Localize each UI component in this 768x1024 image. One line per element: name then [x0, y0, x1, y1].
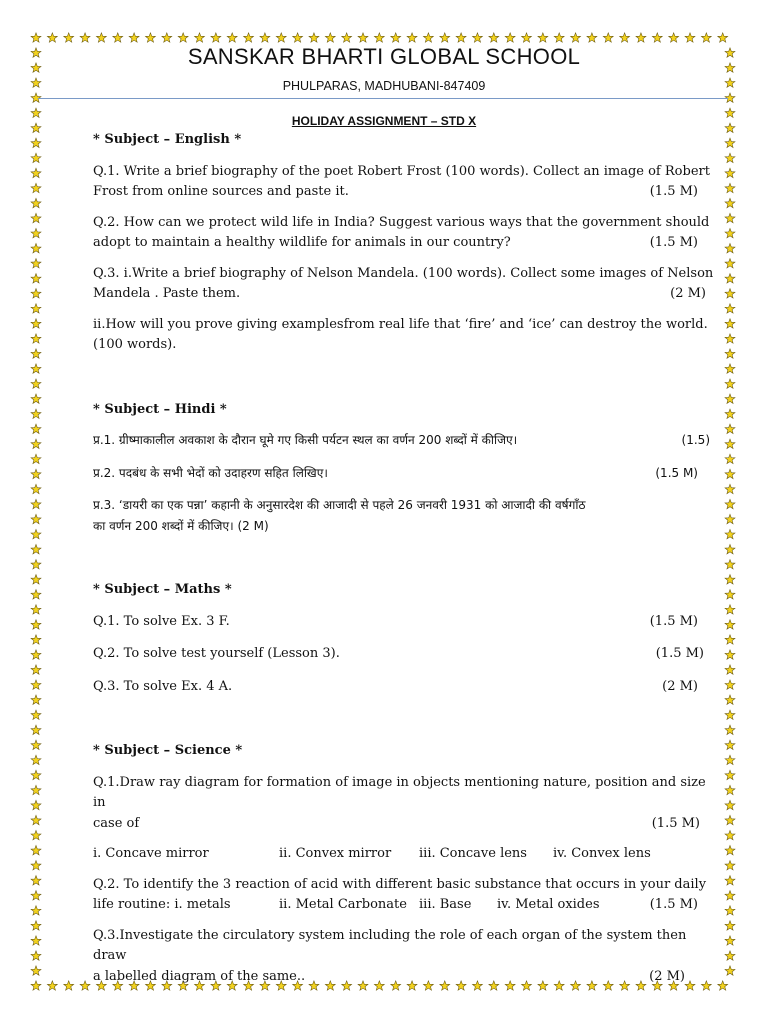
hindi-q3-line1: प्र.3. ‘डायरी का एक पन्ना’ कहानी के अनुसारदेश की आजादी से पहले 26 जनवरी 1931 को आजादी की वर्षगाँठ — [93, 498, 586, 512]
english-q1-line1: Q.1. Write a brief biography of the poet Robert Frost (100 words). Collect an image of Robert — [93, 163, 710, 179]
maths-q1-marks: (1.5 M) — [649, 613, 698, 629]
maths-q3 — [93, 677, 718, 698]
maths-q2-marks: (1.5 M) — [655, 646, 704, 661]
section-heading-hindi: * Subject – Hindi * — [93, 401, 227, 417]
english-q3-part2 — [93, 315, 718, 356]
hindi-q2-text: प्र.2. पदबंध के सभी भेदों को उदाहरण सहित लिखिए। — [93, 465, 328, 480]
hindi-q3 — [93, 495, 718, 536]
maths-q3-text: Q.3. To solve Ex. 4 A. — [93, 678, 233, 694]
science-q1-line2: case of — [93, 815, 140, 831]
hindi-q3-line2: का वर्णन 200 शब्दों में कीजिए। — [93, 518, 234, 533]
hindi-q2-marks: (1.5 M) — [655, 465, 698, 480]
science-q3 — [93, 926, 718, 988]
science-q1 — [93, 773, 718, 835]
science-q2-option: ii. Metal Carbonate — [279, 897, 407, 912]
maths-q2 — [93, 644, 718, 665]
maths-q1 — [93, 612, 718, 633]
assignment-title: HOLIDAY ASSIGNMENT – STD X — [291, 114, 477, 128]
english-q3 — [93, 264, 718, 305]
english-q3-line2: Mandela . Paste them. — [93, 286, 241, 301]
science-q2-marks: (1.5 M) — [649, 897, 698, 912]
english-q3-part2-line2: (100 words). — [93, 337, 177, 352]
assignment-content — [93, 130, 718, 987]
science-q2-line1: Q.2. To identify the 3 reaction of acid with different basic substance that occurs in your daily — [93, 876, 707, 892]
science-q1-option: ii. Convex mirror — [279, 846, 392, 861]
english-q3-part2-line1: ii.How will you prove giving examplesfrom real life that ‘fire’ and ‘ice’ can destroy the world. — [93, 316, 708, 332]
science-q1-marks: (1.5 M) — [651, 815, 700, 831]
science-q2-option: life routine: i. metals — [93, 897, 231, 912]
science-q3-line1: Q.3.Investigate the circulatory system including the role of each organ of the system then draw — [93, 927, 687, 963]
english-q2-line2: adopt to maintain a healthy wildlife for animals in our country? — [93, 235, 511, 250]
hindi-q2 — [93, 463, 718, 484]
school-address: PHULPARAS, MADHUBANI-847409 — [282, 79, 486, 93]
english-q2 — [93, 213, 718, 254]
section-heading-maths: * Subject – Maths * — [93, 582, 232, 597]
english-q2-marks: (1.5 M) — [649, 235, 698, 250]
maths-q1-text: Q.1. To solve Ex. 3 F. — [93, 613, 230, 629]
hindi-q1-text: प्र.1. ग्रीष्माकालील अवकाश के दौरान घूमे गए किसी पर्यटन स्थल का वर्णन 200 शब्दों में कीजिए। — [93, 433, 518, 447]
science-q3-marks: (2 M) — [649, 968, 685, 984]
english-q3-marks: (2 M) — [670, 286, 706, 301]
science-q1-option: iii. Concave lens — [419, 846, 527, 861]
english-q1-marks: (1.5 M) — [649, 184, 698, 199]
science-q3-line2: a labelled diagram of the same.. — [93, 968, 306, 984]
section-heading-science: * Subject – Science * — [93, 743, 243, 758]
science-q1-option: i. Concave mirror — [93, 846, 209, 861]
science-q2-option: iv. Metal oxides — [497, 897, 600, 912]
hindi-q1 — [93, 430, 718, 451]
science-q2 — [93, 875, 718, 916]
hindi-q1-marks: (1.5) — [681, 433, 710, 447]
english-q1 — [93, 162, 718, 203]
maths-q3-marks: (2 M) — [662, 678, 698, 694]
science-q2-option: iii. Base — [419, 897, 472, 912]
hindi-q3-marks: (2 M) — [237, 518, 269, 533]
maths-q2-text: Q.2. To solve test yourself (Lesson 3). — [93, 646, 340, 661]
school-name: SANSKAR BHARTI GLOBAL SCHOOL — [187, 44, 581, 69]
science-q2-line2 — [93, 895, 718, 916]
header-divider — [38, 98, 728, 99]
science-q1-option: iv. Convex lens — [553, 846, 651, 861]
section-heading-english: * Subject – English * — [93, 132, 242, 147]
science-q1-line1: Q.1.Draw ray diagram for formation of image in objects mentioning nature, position and size in — [93, 774, 706, 810]
english-q3-line1: Q.3. i.Write a brief biography of Nelson Mandela. (100 words). Collect some images of Nelson — [93, 265, 714, 281]
science-q1-options — [93, 844, 718, 865]
english-q2-line1: Q.2. How can we protect wild life in India? Suggest various ways that the government should — [93, 214, 710, 230]
english-q1-line2: Frost from online sources and paste it. — [93, 184, 349, 199]
